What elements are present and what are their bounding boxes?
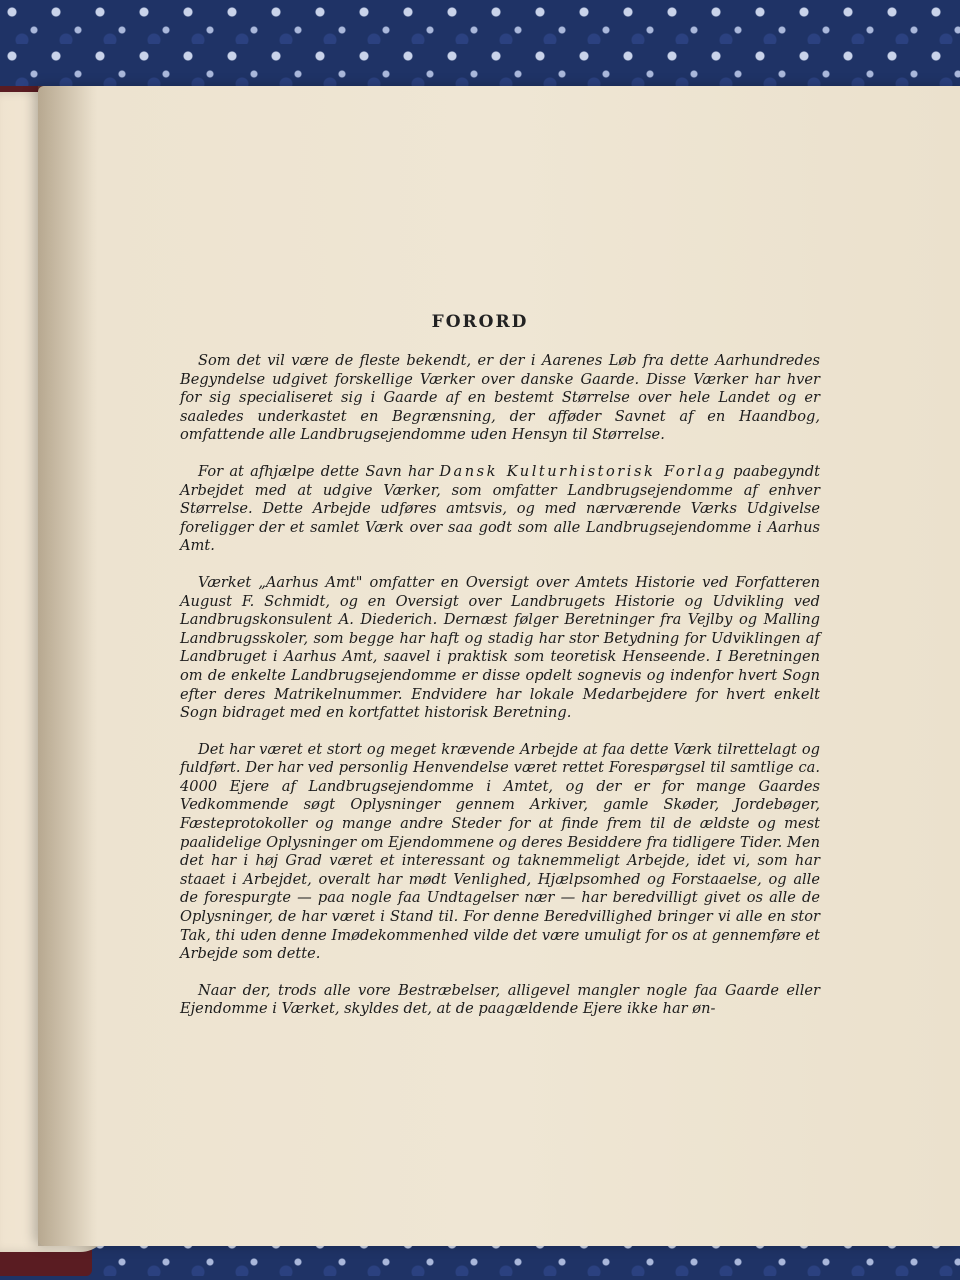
publisher-name: Dansk Kulturhistorisk Forlag <box>439 462 727 480</box>
page-heading: FORORD <box>431 312 529 332</box>
body-text <box>180 352 820 1037</box>
paragraph-2-start: For at afhjælpe dette Savn har <box>198 462 440 480</box>
paragraph-3: Værket „Aarhus Amt" omfatter en Oversigt over Amtets Historie ved Forfatteren August F. Schmidt, og en Oversigt over Landbrugets Historie og Udvikling ved Landbrugskonsulent A. Diederich. Dernæst følger Beretninger fra Vejlby og Malling Landbrugsskoler, som begge har haft og stadig har stor Betydning for Udviklingen af Landbruget i Aarhus Amt, saavel i praktisk som teoretisk Henseende. I Beretningen om de enkelte Landbrugsejendomme er disse opdelt sognevis og indenfor hvert Sogn efter deres Matrikelnummer. Endvidere har lokale Medarbejdere for hvert enkelt Sogn bidraget med en kortfattet historisk Beretning. <box>180 573 820 722</box>
paragraph-2-end: paabegyndt Arbejdet med at udgive Værker, som omfatter Landbrugsejendomme af enhver Størrelse. Dette Arbejde udføres amtsvis, og med nærværende Værks Udgivelse foreligger der et samlet Værk over saa godt som alle Landbrugsejendomme i Aarhus Amt. <box>180 462 821 555</box>
paragraph-1: Som det vil være de fleste bekendt, er der i Aarenes Løb fra dette Aarhundredes Begyndelse udgivet forskellige Værker over danske Gaarde. Disse Værker har hver for sig specialiseret sig i Gaarde af en bestemt Størrelse over hele Landet og er saaledes underkastet en Begrænsning, der afføder Savnet af en Haandbog, omfattende alle Landbrugsejendomme uden Hensyn til Størrelse. <box>180 352 820 444</box>
paragraph-4: Det har været et stort og meget krævende Arbejde at faa dette Værk tilrettelagt og fuldført. Der har ved personlig Henvendelse været rettet Forespørgsel til samtlige ca. 4000 Ejere af Landbrugsejendomme i Amtet, og der er for mange Gaardes Vedkommende søgt Oplysninger gennem Arkiver, gamle Skøder, Jordebøger, Fæsteprotokoller og mange andre Steder for at finde frem til de ældste og mest paalidelige Oplysninger om Ejendommene og deres Besiddere fra tidligere Tider. Men det har i høj Grad været et interessant og taknemmeligt Arbejde, idet vi, som har staaet i Arbejdet, overalt har mødt Venlighed, Hjælpsomhed og Forstaaelse, og alle de forespurgte — paa nogle faa Undtagelser nær — har beredvilligt givet os alle de Oplysninger, de har været i Stand til. For denne Beredvillighed bringer vi alle en stor Tak, thi uden denne Imødekommenhed vilde det være umuligt for os at gennemføre et Arbejde som dette. <box>180 740 821 963</box>
paragraph-5: Naar der, trods alle vore Bestræbelser, alligevel mangler nogle faa Gaarde eller Ejendomme i Værket, skyldes det, at de paagældende Ejere ikke har øn- <box>180 981 820 1018</box>
paragraph-2 <box>180 463 820 556</box>
